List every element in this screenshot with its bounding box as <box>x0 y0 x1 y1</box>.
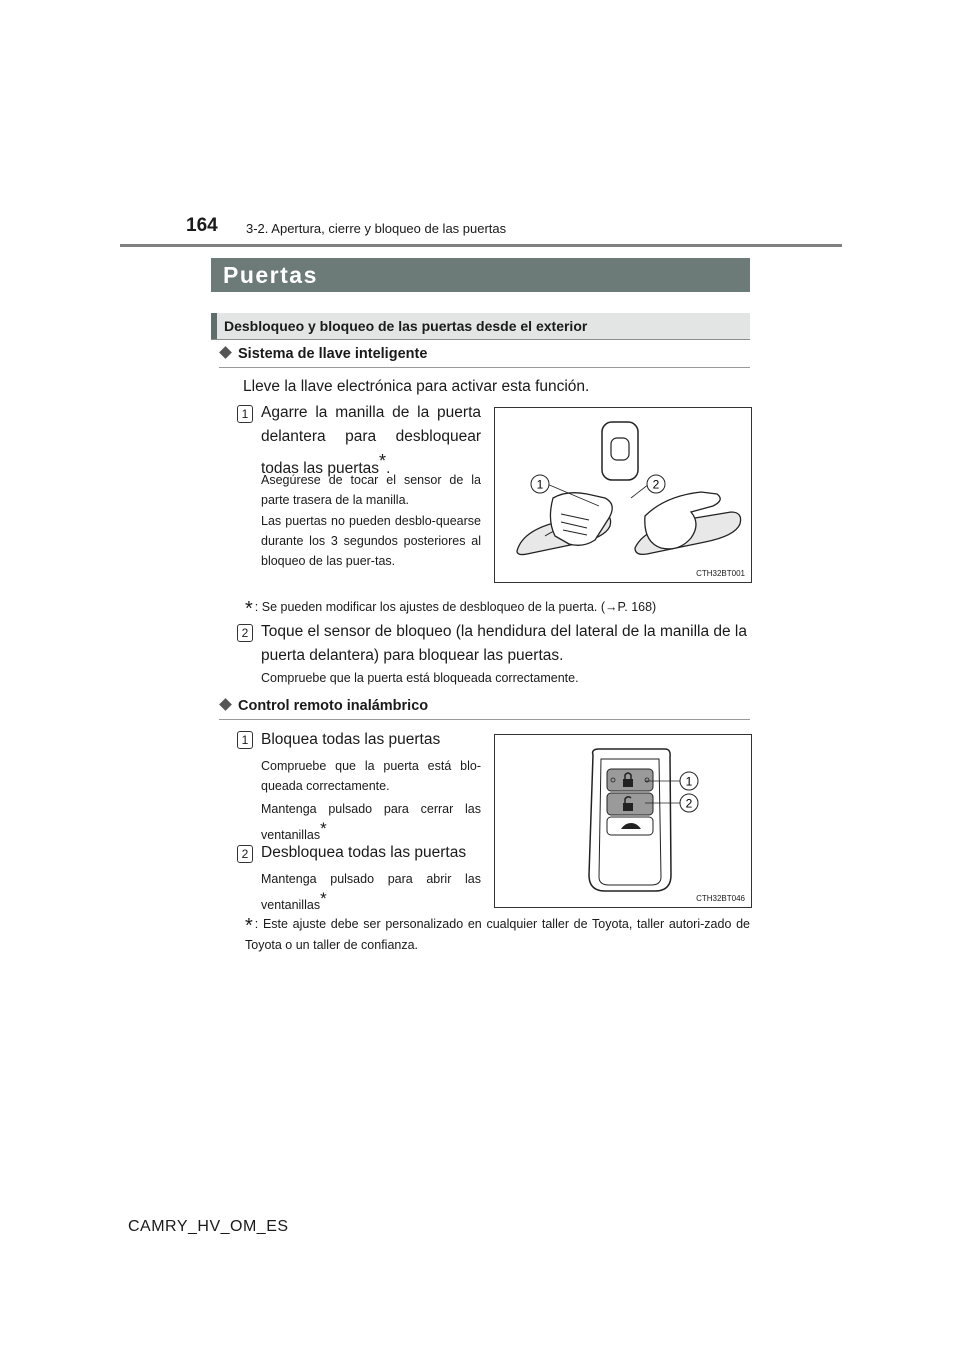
smart-key-figure <box>494 407 752 583</box>
diamond-bullet-icon <box>219 346 232 359</box>
key-fob-illustration <box>495 735 751 907</box>
smart-key-step2-text: Toque el sensor de bloqueo (la hendidura del lateral de la manilla de la puerta delantera) para bloquear las puertas. <box>261 623 747 664</box>
document-id: CAMRY_HV_OM_ES <box>128 1218 289 1235</box>
remote-figure <box>494 734 752 908</box>
remote-step2-text: Desbloquea todas las puertas <box>261 844 467 861</box>
step-number-badge: 1 <box>237 731 253 749</box>
smart-key-step1-note1: Asegúrese de tocar el sensor de la parte trasera de la manilla. <box>261 473 481 507</box>
step-number-badge: 1 <box>237 405 253 423</box>
running-head: 3-2. Apertura, cierre y bloqueo de las puertas <box>246 221 507 236</box>
subsection-title: Desbloqueo y bloqueo de las puertas desde el exterior <box>224 318 588 334</box>
subsection-bar <box>211 313 217 339</box>
diamond-bullet-icon <box>219 698 232 711</box>
figure2-callout-2: 2 <box>685 796 693 811</box>
smart-key-step1-text: Agarre la manilla de la puerta delantera para desbloquear todas las puertas*. <box>261 404 481 478</box>
remote-footnote: * : Este ajuste debe ser personalizado en cualquier taller de Toyota, taller autori-zado de Toyota o un taller de confianza. <box>245 915 750 952</box>
figure1-callout-1: 1 <box>536 477 544 492</box>
figure2-callout-1: 1 <box>685 774 693 789</box>
smart-key-step2-note: Compruebe que la puerta está bloqueada correctamente. <box>261 671 579 685</box>
step-number-badge: 2 <box>237 624 253 642</box>
remote-heading: Control remoto inalámbrico <box>219 698 428 714</box>
figure2-code: CTH32BT046 <box>696 894 745 903</box>
subsection-title-band <box>211 313 750 340</box>
remote-step2-note: Mantenga pulsado para abrir las ventanillas* <box>261 872 481 913</box>
smart-key-heading: Sistema de llave inteligente <box>219 346 427 362</box>
remote-heading-rule <box>219 719 750 720</box>
figure1-callout-2: 2 <box>652 477 660 492</box>
page-number: 164 <box>186 215 218 236</box>
footnote-marker: * <box>320 819 327 838</box>
section-title: Puertas <box>223 262 318 288</box>
step-number-badge: 2 <box>237 845 253 863</box>
footnote-marker: * <box>320 889 327 908</box>
footnote-marker: * <box>379 451 387 471</box>
door-handle-illustration <box>495 408 751 582</box>
header-rule <box>120 244 842 247</box>
smart-key-intro: Lleve la llave electrónica para activar esta función. <box>243 378 590 395</box>
smart-key-heading-rule <box>219 367 750 368</box>
remote-step1-note1: Compruebe que la puerta está blo-queada correctamente. <box>261 759 481 793</box>
section-title-band <box>211 258 750 292</box>
smart-key-step1-note2: Las puertas no pueden desblo-quearse durante los 3 segundos posteriores al bloqueo de las puer-tas. <box>261 514 481 568</box>
figure1-code: CTH32BT001 <box>696 569 745 578</box>
remote-step1-text: Bloquea todas las puertas <box>261 731 441 748</box>
smart-key-footnote: * : Se pueden modificar los ajustes de desbloqueo de la puerta. (→P. 168) <box>245 598 657 620</box>
remote-step1-note2: Mantenga pulsado para cerrar las ventanillas* <box>261 802 481 843</box>
